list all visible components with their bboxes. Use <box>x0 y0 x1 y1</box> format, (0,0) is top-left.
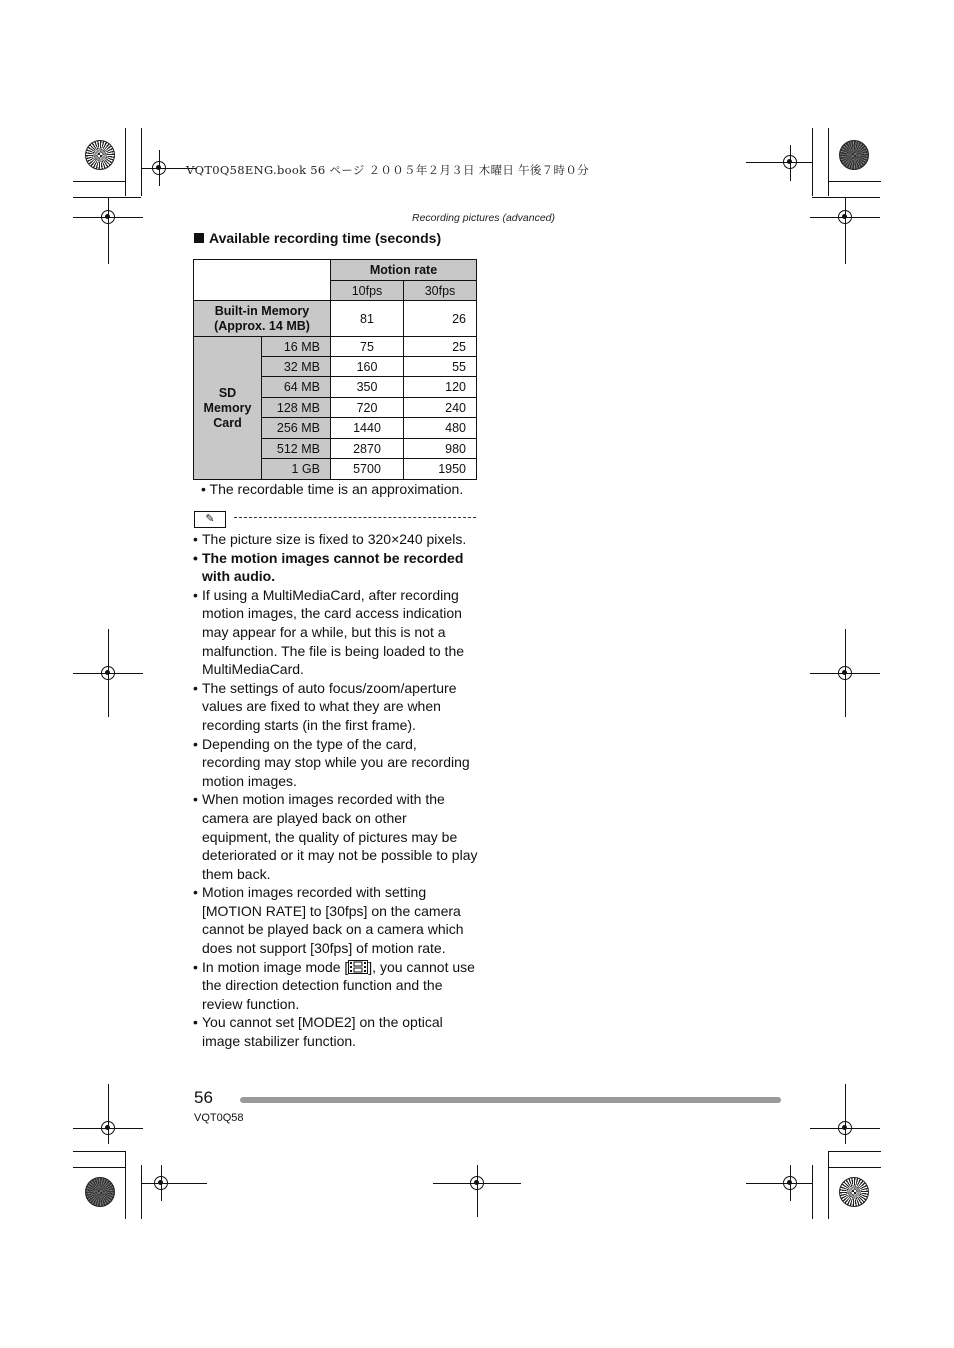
registration-wheel-icon <box>839 1177 869 1207</box>
running-head: Recording pictures (advanced) <box>412 212 555 224</box>
card-size: 32 MB <box>262 357 331 377</box>
section-title: Available recording time (seconds) <box>194 230 441 246</box>
memo-pencil-icon: ✎ <box>194 511 226 528</box>
registration-wheel-icon <box>85 140 115 170</box>
crosshair-target-icon <box>154 1176 168 1190</box>
value-10fps: 5700 <box>331 459 404 480</box>
list-item: • When motion images recorded with the camera are played back on other equipment, the quality of pictures may be deteriorated or it may not be possible to play them back. <box>193 790 479 883</box>
card-size: 16 MB <box>262 337 331 357</box>
value-10fps: 720 <box>331 398 404 418</box>
footer-rule <box>240 1097 781 1103</box>
list-item: • You cannot set [MODE2] on the optical image stabilizer function. <box>193 1013 479 1050</box>
card-size: 1 GB <box>262 459 331 480</box>
list-item: • If using a MultiMediaCard, after recording motion images, the card access indication may appear for a while, but this is not a malfunction. The file is being loaded to the MultiMediaCard. <box>193 586 479 679</box>
notes-divider <box>234 517 476 518</box>
value-30fps: 25 <box>404 337 477 357</box>
list-item: • The picture size is fixed to 320×240 pixels. <box>193 530 479 549</box>
card-size: 64 MB <box>262 377 331 398</box>
value-30fps: 240 <box>404 398 477 418</box>
crosshair-target-icon <box>470 1176 484 1190</box>
card-size: 128 MB <box>262 398 331 418</box>
page-number: 56 <box>194 1088 213 1107</box>
table-corner-cell <box>194 260 331 301</box>
value-30fps: 1950 <box>404 459 477 480</box>
value-10fps: 75 <box>331 337 404 357</box>
builtin-10fps-value: 81 <box>331 301 404 337</box>
crosshair-target-icon <box>838 666 852 680</box>
crosshair-target-icon <box>838 1121 852 1135</box>
list-item: • Depending on the type of the card, recording may stop while you are recording motion images. <box>193 735 479 791</box>
crosshair-target-icon <box>152 161 166 175</box>
list-item: • The motion images cannot be recorded with audio. <box>193 549 479 586</box>
recording-time-table <box>193 259 477 480</box>
value-10fps: 1440 <box>331 418 404 439</box>
crosshair-target-icon <box>101 1121 115 1135</box>
card-size: 512 MB <box>262 439 331 459</box>
value-30fps: 980 <box>404 439 477 459</box>
crosshair-target-icon <box>783 155 797 169</box>
card-size: 256 MB <box>262 418 331 439</box>
motion-rate-header: Motion rate <box>331 260 477 281</box>
table-row <box>194 301 477 337</box>
column-header-30fps: 30fps <box>404 281 477 301</box>
value-10fps: 160 <box>331 357 404 377</box>
crosshair-target-icon <box>101 666 115 680</box>
list-item: • The settings of auto focus/zoom/aperture values are fixed to what they are when recording starts (in the first frame). <box>193 679 479 735</box>
value-30fps: 55 <box>404 357 477 377</box>
column-header-10fps: 10fps <box>331 281 404 301</box>
value-10fps: 2870 <box>331 439 404 459</box>
print-file-info: VQT0Q58ENG.book 56 ページ ２００５年２月３日 木曜日 午後７時０分 <box>186 163 589 177</box>
crosshair-target-icon <box>838 210 852 224</box>
list-item: • In motion image mode [ ], you cannot use the direction detection function and the review function. <box>193 958 479 1014</box>
square-bullet-icon <box>194 233 204 243</box>
builtin-memory-label: Built-in Memory (Approx. 14 MB) <box>194 301 331 337</box>
sd-memory-card-label: SD Memory Card <box>194 337 262 480</box>
value-30fps: 120 <box>404 377 477 398</box>
table-note: • The recordable time is an approximation. <box>201 481 464 497</box>
table-row <box>194 337 477 357</box>
film-strip-icon <box>348 960 368 974</box>
registration-wheel-icon <box>85 1177 115 1207</box>
crosshair-target-icon <box>101 210 115 224</box>
value-10fps: 350 <box>331 377 404 398</box>
registration-wheel-icon <box>839 140 869 170</box>
value-30fps: 480 <box>404 418 477 439</box>
document-code: VQT0Q58 <box>194 1112 244 1124</box>
crosshair-target-icon <box>783 1176 797 1190</box>
builtin-30fps-value: 26 <box>404 301 477 337</box>
notes-list <box>193 530 479 1051</box>
list-item: • Motion images recorded with setting [MOTION RATE] to [30fps] on the camera cannot be played back on a camera which does not support [30fps] of motion rate. <box>193 883 479 957</box>
